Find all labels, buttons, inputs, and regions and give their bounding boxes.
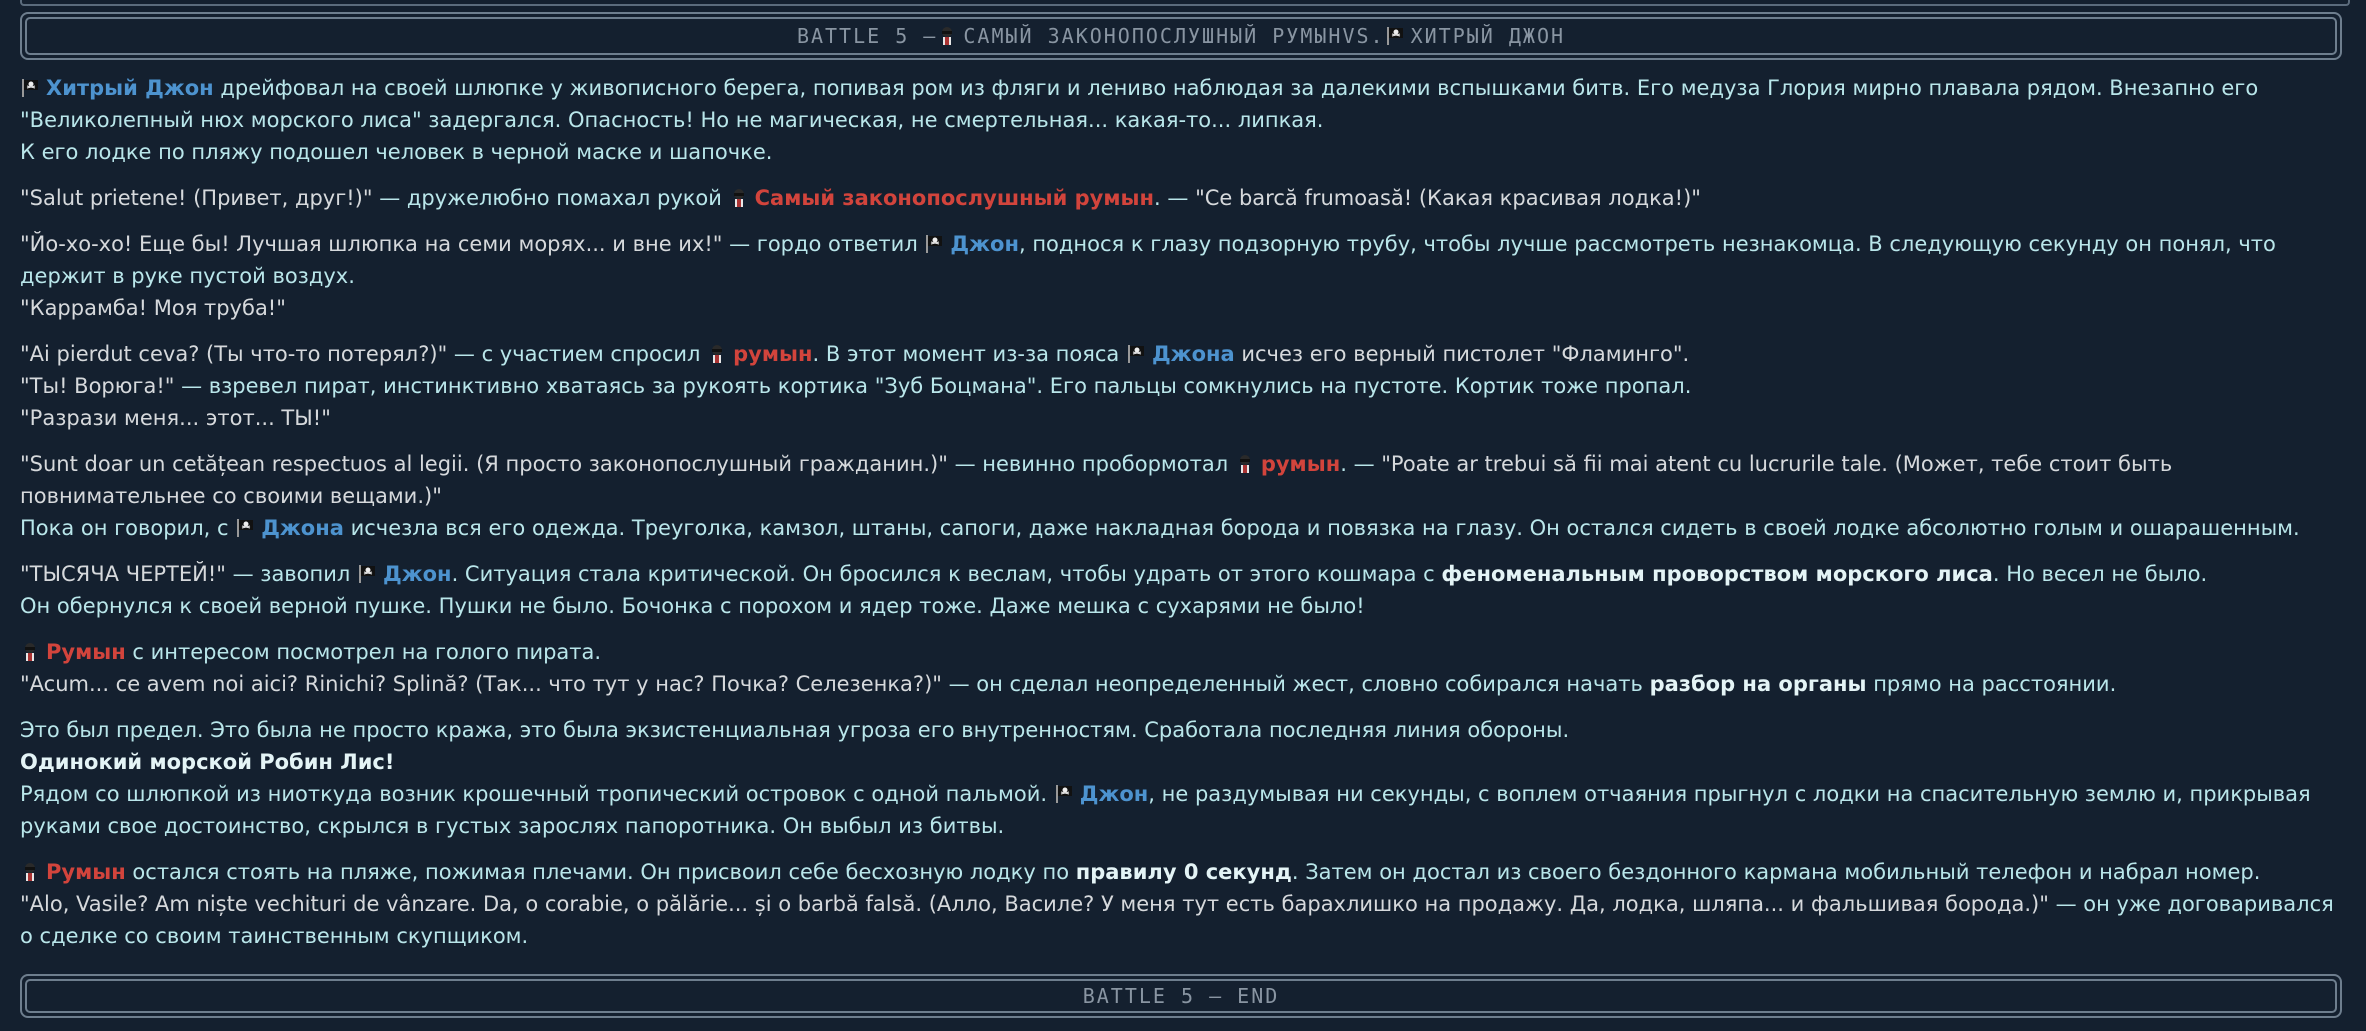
ability-name: разбор на органы — [1649, 672, 1867, 696]
pirate-flag-icon — [1126, 344, 1146, 364]
narration-text: — взревел пират, инстинктивно хватаясь за рукоять кортика "Зуб Боцмана". Его пальцы сомкнулись на пустоте. Кортик тоже пропал. — [174, 374, 1692, 398]
narration-text: Он обернулся к своей верной пушке. Пушки не было. Бочонка с порохом и ядер тоже. Даже мешка с сухарями не было! — [20, 594, 1365, 618]
narration-text: К его лодке по пляжу подошел человек в черной маске и шапочке. — [20, 140, 773, 164]
dialogue-text: "Poate ar trebui să fii mai atent cu lucrurile tale. (Может, тебе стоит быть повнимательнее со своими вещами.)" — [20, 452, 2173, 508]
narration-text: — он уже договаривался о сделке со своим таинственным скупщиком. — [20, 892, 2334, 948]
battle-title-prefix: BATTLE 5 – — [796, 24, 938, 48]
narration-text: . — — [1340, 452, 1382, 476]
narration-text: Рядом со шлюпкой из ниоткуда возник крошечный тропический островок с одной пальмой. — [20, 782, 1054, 806]
battle-header-title — [25, 17, 2337, 55]
dialogue-text: "Alo, Vasile? Am niște vechituri de vânzare. Da, o corabie, o pălărie... și o barbă falsă. (Алло, Василе? У меня тут есть барахлишко на продажу. Да, лодка, шляпа... и фальшивая борода.)" — [20, 892, 2049, 916]
narration-text: . Затем он достал из своего бездонного кармана мобильный телефон и набрал номер. — [1291, 860, 2261, 884]
dialogue-text: "Ce barcă frumoasă! (Какая красивая лодка!)" — [1195, 186, 1701, 210]
pirate-flag-icon — [1385, 26, 1405, 46]
narration-text: остался стоять на пляже, пожимая плечами. Он присвоил себе бесхозную лодку по — [125, 860, 1076, 884]
pirate-flag-icon — [1054, 784, 1074, 804]
story-paragraph-4 — [20, 338, 2346, 434]
masked-figure-icon — [20, 862, 40, 882]
narration-text: , поднося к глазу подзорную трубу, чтобы лучше рассмотреть незнакомца. В следующую секунду он понял, что держит в руке пустой воздух. — [20, 232, 2276, 288]
narration-text: . — — [1154, 186, 1196, 210]
fighter-2-name: ХИТРЫЙ ДЖОН — [1410, 24, 1566, 48]
romanian-name: Румын — [46, 860, 126, 884]
narration-text: Это был предел. Это была не просто кража, это была экзистенциальная угроза его внутренностям. Сработала последняя линия обороны. — [20, 718, 1570, 742]
pirate-name: Джон — [383, 562, 452, 586]
narration-text: — он сделал неопределенный жест, словно собирался начать — [941, 672, 1650, 696]
top-frame-edge — [20, 0, 2350, 6]
romanian-name: румын — [1260, 452, 1341, 476]
dialogue-text: "Каррамба! Моя труба!" — [20, 296, 286, 320]
narration-text: — завопил — [225, 562, 358, 586]
narration-text: с интересом посмотрел на голого пирата. — [125, 640, 602, 664]
fighter-1-name: САМЫЙ ЗАКОНОПОСЛУШНЫЙ РУМЫН — [963, 24, 1343, 48]
narration-text: — гордо ответил — [722, 232, 925, 256]
dialogue-text: "Sunt doar un cetățean respectuos al legii. (Я просто законопослушный гражданин.)" — [20, 452, 948, 476]
narration-text: Пока он говорил, с — [20, 516, 236, 540]
narration-text: дрейфовал на своей шлюпке у живописного берега, попивая ром из фляги и лениво наблюдая за далекими вспышками битв. Его медуза Глория мирно плавала рядом. Внезапно его "Великолепный нюх морского лиса" задергался. Опасность! Но не магическая, не смертельная... какая-то... липкая. — [20, 76, 2259, 132]
dialogue-text: "Ai pierdut ceva? (Ты что-то потерял?)" — [20, 342, 448, 366]
battle-footer-banner — [20, 974, 2342, 1018]
pirate-flag-icon — [20, 78, 40, 98]
pirate-name: Хитрый Джон — [46, 76, 214, 100]
dialogue-text: "ТЫСЯЧА ЧЕРТЕЙ!" — [20, 562, 226, 586]
romanian-name: Самый законопослушный румын — [754, 186, 1155, 210]
narration-text: — дружелюбно помахал рукой — [372, 186, 729, 210]
story-paragraph-7 — [20, 636, 2346, 700]
ability-name: Одинокий морской Робин Лис! — [20, 750, 395, 774]
narration-text: — невинно пробормотал — [947, 452, 1235, 476]
narration-text: , не раздумывая ни секунды, с воплем отчаяния прыгнул с лодки на спасительную землю и, прикрывая руками свое достоинство, скрылся в густых зарослях папоротника. Он выбыл из битвы. — [20, 782, 2311, 838]
narration-text: — с участием спросил — [447, 342, 708, 366]
narration-text: исчезла вся его одежда. Треуголка, камзол, штаны, сапоги, даже накладная борода и повязка на глазу. Он остался сидеть в своей лодке абсолютно голым и ошарашенным. — [343, 516, 2300, 540]
narration-text: . Ситуация стала критической. Он бросился к веслам, чтобы удрать от этого кошмара с — [451, 562, 1442, 586]
story-paragraph-2 — [20, 182, 2346, 214]
story-paragraph-8 — [20, 714, 2346, 842]
battle-header-banner — [20, 12, 2342, 60]
dialogue-text: "Йо-хо-хо! Еще бы! Лучшая шлюпка на семи морях... и вне их!" — [20, 232, 723, 256]
pirate-name: Джон — [1079, 782, 1149, 806]
narration-text: исчез его верный пистолет "Фламинго". — [1234, 342, 1690, 366]
dialogue-text: "Ты! Ворюга!" — [20, 374, 175, 398]
pirate-flag-icon — [357, 564, 377, 584]
pirate-name: Джона — [261, 516, 344, 540]
narration-text: прямо на расстоянии. — [1866, 672, 2117, 696]
romanian-name: Румын — [46, 640, 126, 664]
dialogue-text: "Salut prietene! (Привет, друг!)" — [20, 186, 373, 210]
narration-text: . В этот момент из-за пояса — [812, 342, 1126, 366]
dialogue-text: "Acum... ce avem noi aici? Rinichi? Splină? (Так... что тут у нас? Почка? Селезенка?)" — [20, 672, 942, 696]
pirate-name: Джон — [950, 232, 1019, 256]
story-paragraph-1 — [20, 72, 2346, 168]
dialogue-text: "Разрази меня... этот... ТЫ!" — [20, 406, 331, 430]
battle-story — [20, 72, 2346, 966]
story-paragraph-6 — [20, 558, 2346, 622]
story-paragraph-5 — [20, 448, 2346, 544]
story-paragraph-9 — [20, 856, 2346, 952]
masked-figure-icon — [937, 26, 957, 46]
pirate-flag-icon — [924, 234, 944, 254]
masked-figure-icon — [707, 344, 727, 364]
ability-name: феноменальным проворством морского лиса — [1441, 562, 1993, 586]
story-paragraph-3 — [20, 228, 2346, 324]
battle-footer-label: BATTLE 5 – END — [25, 979, 2337, 1013]
masked-figure-icon — [20, 642, 40, 662]
ability-name: правилу 0 секунд — [1075, 860, 1292, 884]
pirate-flag-icon — [235, 518, 255, 538]
versus-label: VS. — [1342, 24, 1385, 48]
pirate-name: Джона — [1151, 342, 1235, 366]
masked-figure-icon — [729, 188, 749, 208]
romanian-name: румын — [733, 342, 813, 366]
narration-text: . Но весел не было. — [1992, 562, 2208, 586]
masked-figure-icon — [1235, 454, 1255, 474]
